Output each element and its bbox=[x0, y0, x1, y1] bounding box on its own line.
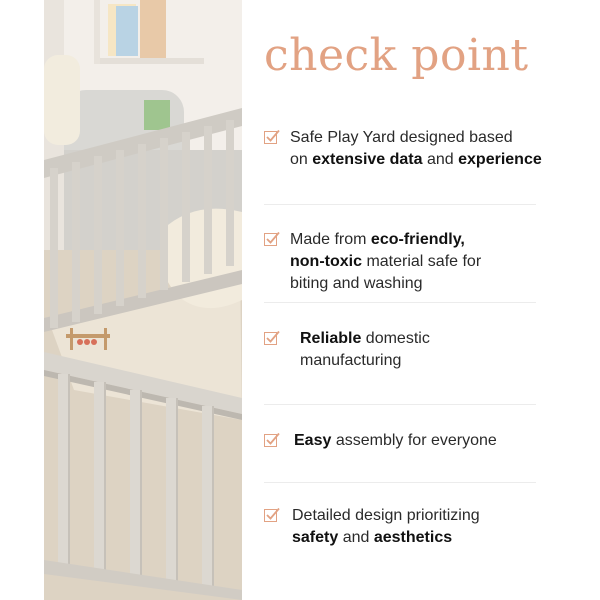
feature-item bbox=[264, 328, 430, 372]
feature-line: on extensive data and experience bbox=[290, 151, 542, 168]
product-photo bbox=[44, 0, 242, 600]
feature-item bbox=[264, 430, 497, 452]
feature-line: Easy assembly for everyone bbox=[294, 432, 497, 449]
page-title: check point bbox=[264, 30, 529, 81]
feature-text bbox=[292, 505, 480, 549]
feature-text bbox=[290, 127, 542, 171]
divider bbox=[264, 204, 536, 205]
feature-item bbox=[264, 127, 542, 171]
checkbox-check-icon bbox=[264, 432, 280, 448]
feature-line: Detailed design prioritizing bbox=[292, 507, 480, 524]
checkbox-check-icon bbox=[264, 129, 280, 145]
divider bbox=[264, 404, 536, 405]
feature-line: Made from eco-friendly, bbox=[290, 231, 465, 248]
checkbox-check-icon bbox=[264, 231, 280, 247]
feature-item bbox=[264, 505, 480, 549]
feature-line: non-toxic material safe for bbox=[290, 253, 482, 270]
checkbox-check-icon bbox=[264, 507, 280, 523]
feature-item bbox=[264, 229, 481, 295]
play-yard-image bbox=[44, 0, 242, 600]
feature-line: manufacturing bbox=[300, 352, 402, 369]
feature-line: Reliable domestic bbox=[300, 330, 430, 347]
divider bbox=[264, 302, 536, 303]
feature-line: biting and washing bbox=[290, 275, 423, 292]
divider bbox=[264, 482, 536, 483]
feature-line: safety and aesthetics bbox=[292, 529, 453, 546]
checkbox-check-icon bbox=[264, 330, 280, 346]
feature-line: Safe Play Yard designed based bbox=[290, 129, 513, 146]
feature-text bbox=[290, 229, 481, 295]
feature-text bbox=[294, 430, 497, 452]
feature-text bbox=[300, 328, 430, 372]
